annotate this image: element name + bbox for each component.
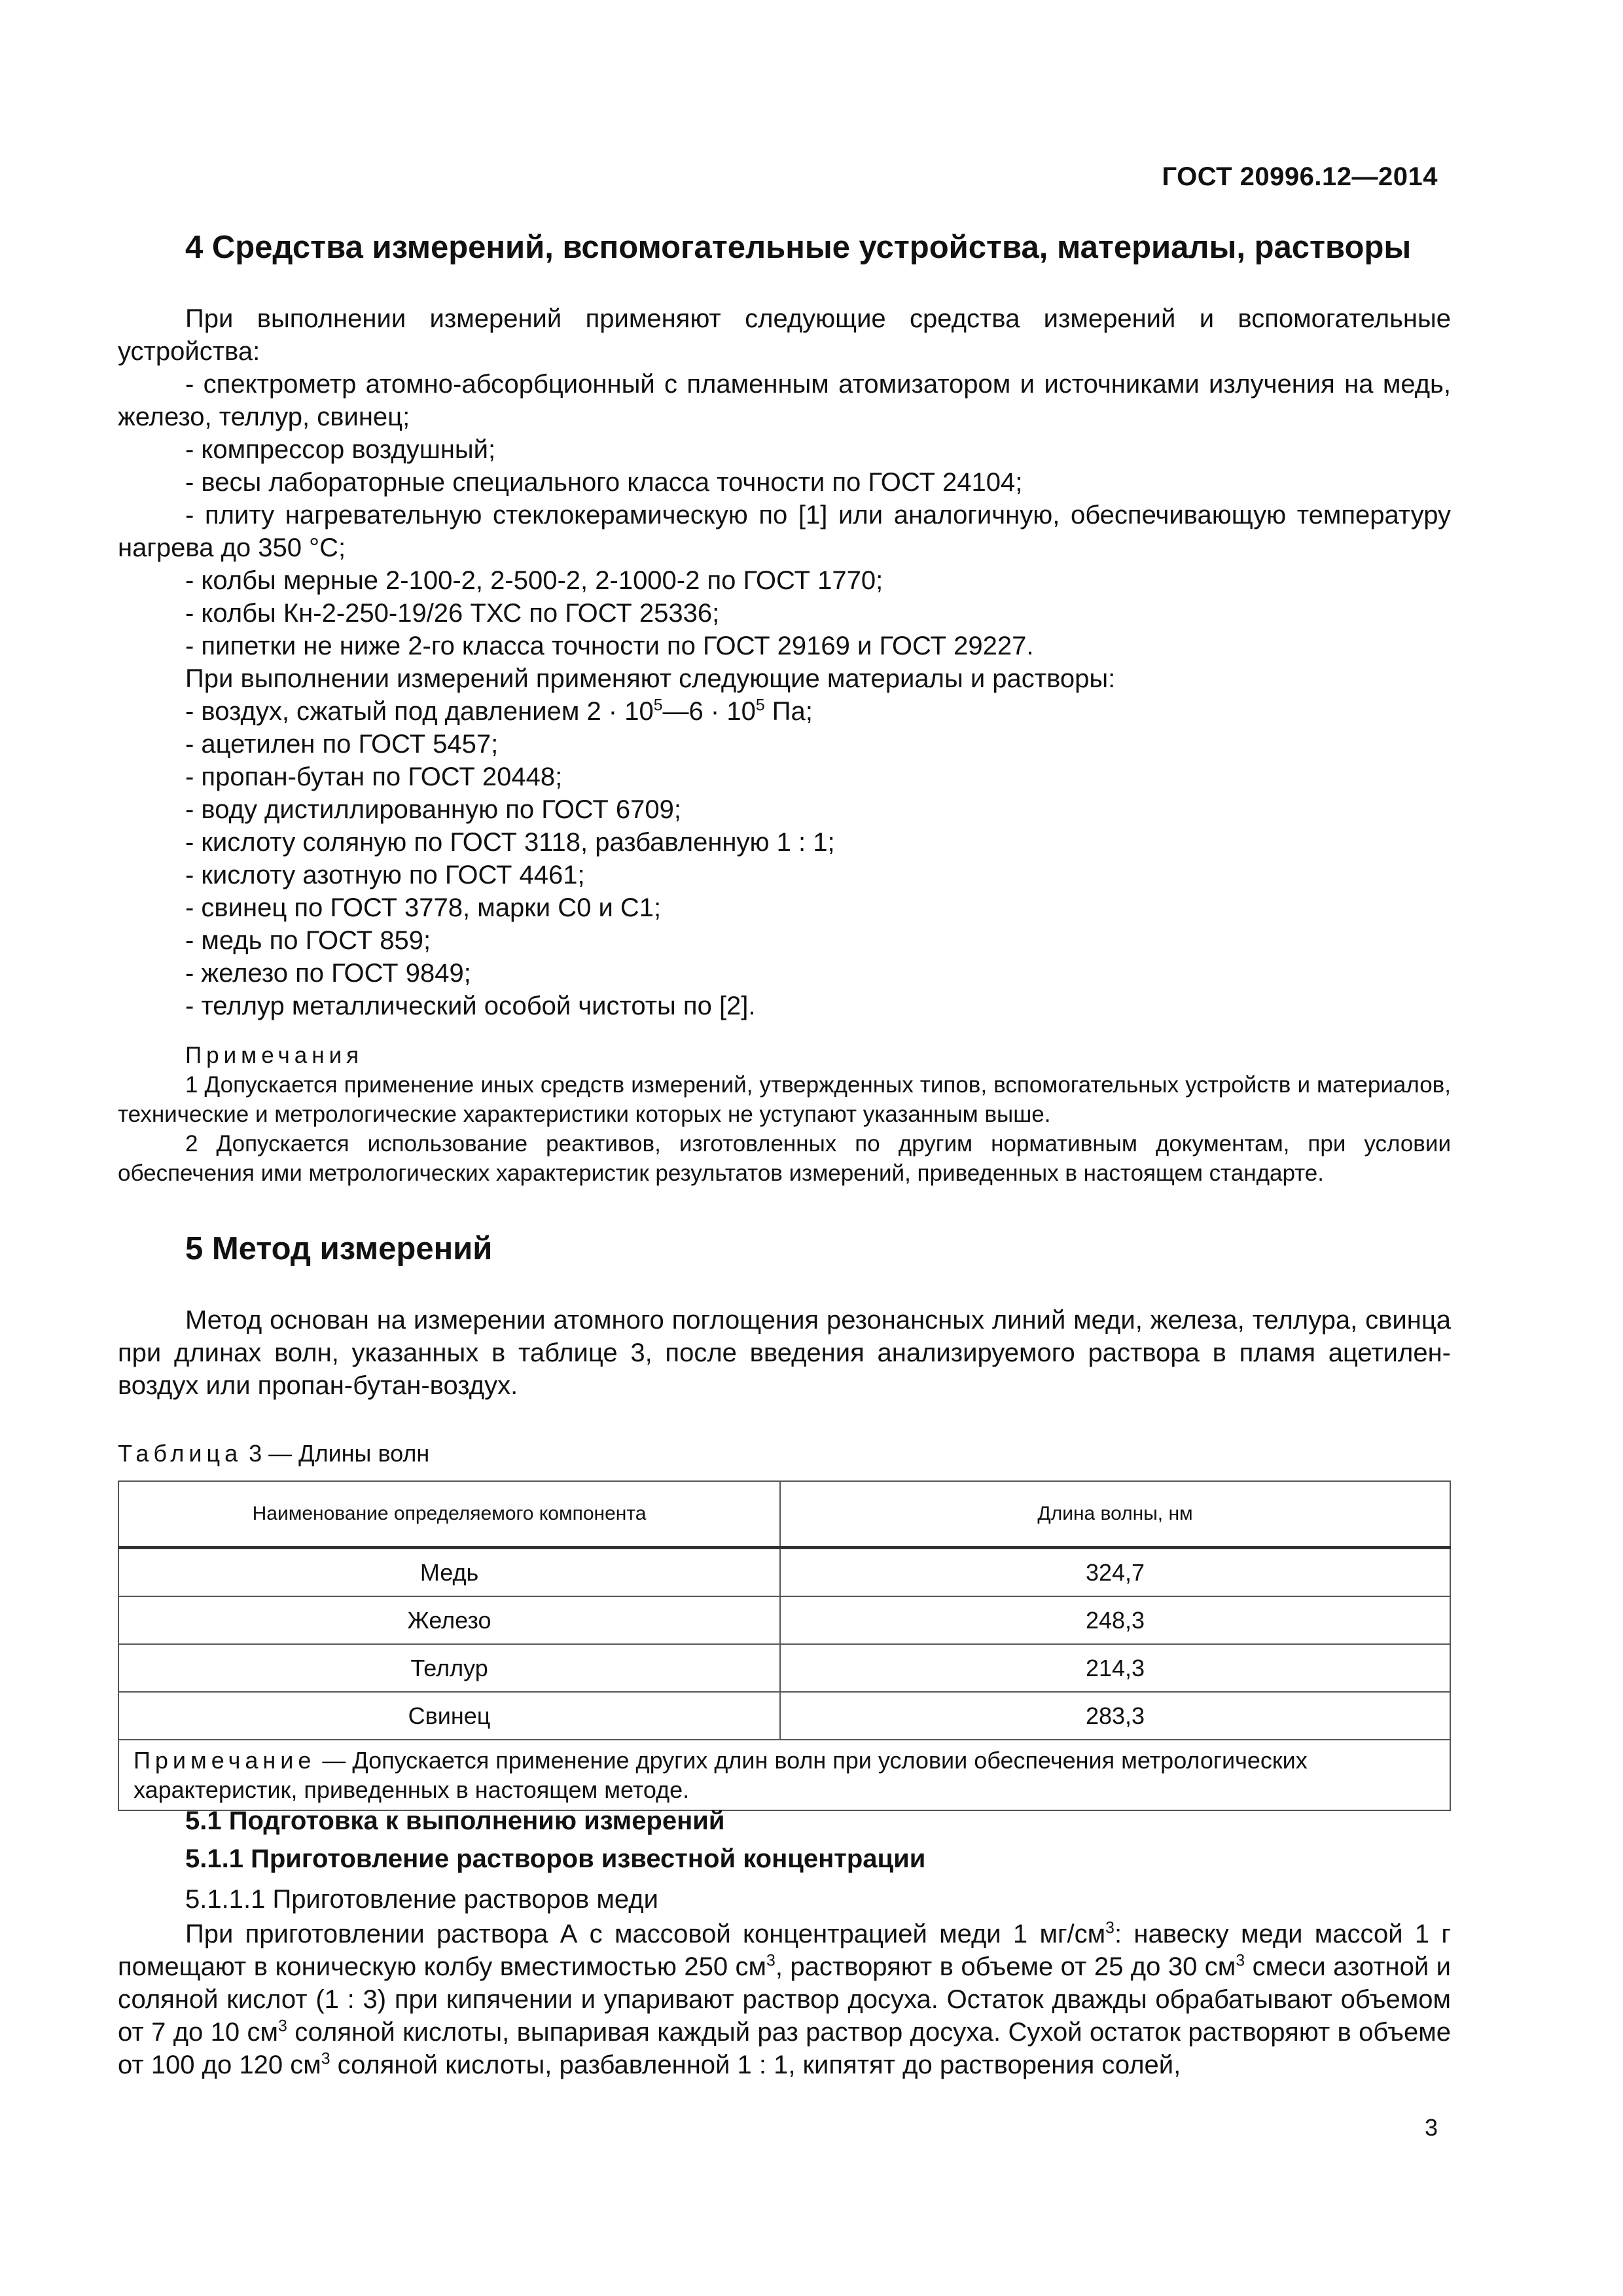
table-header-wavelength: Длина волны, нм <box>780 1481 1450 1548</box>
section-4-body <box>118 302 1451 1022</box>
table-row: Теллур 214,3 <box>118 1644 1450 1692</box>
device-item: - колбы мерные 2-100-2, 2-500-2, 2-1000-2 по ГОСТ 1770; <box>185 566 883 595</box>
table-note: Примечание — Допускается применение других длин волн при условии обеспечения метрологических характеристик, приведенных в настоящем методе. <box>118 1740 1450 1810</box>
subsection-5-1-1-title: 5.1.1 Приготовление растворов известной концентрации <box>185 1844 926 1873</box>
section-4-title: 4 Средства измерений, вспомогательные устройства, материалы, растворы <box>185 230 1412 265</box>
document-header-id: ГОСТ 20996.12—2014 <box>1162 162 1438 191</box>
material-item: - теллур металлический особой чистоты по [2]. <box>185 992 756 1020</box>
material-item: - свинец по ГОСТ 3778, марки С0 и С1; <box>185 893 662 922</box>
device-item: - весы лабораторные специального класса точности по ГОСТ 24104; <box>185 468 1023 497</box>
subsection-5-1-1-1-title: 5.1.1.1 Приготовление растворов меди <box>185 1885 658 1914</box>
device-item: - спектрометр атомно-абсорбционный с пламенным атомизатором и источниками излучения на медь, железо, теллур, свинец; <box>118 370 1451 431</box>
subsection-5-1-1-1-text: При приготовлении раствора А с массовой концентрацией меди 1 $мг/см^3$: навеску меди массой 1 г помещают в коническую колбу вместимостью 250 $см^3$, растворяют в объеме от 25 до 30 $см^3$ смеси азотной и соляной кислот (1 : 3) при кипячении и упаривают раствор досуха. Остаток дважды обрабатывают объемом от 7 до 10 $см^3$ соляной кислоты, выпаривая каждый раз раствор досуха. Сухой остаток растворяют в объеме от 100 до 120 $см^3$ соляной кислоты, разбавленной 1 : 1, кипятят до растворения солей, <box>118 1919 1452 2079</box>
note-item: 1 Допускается применение иных средств измерений, утвержденных типов, вспомогательных устройств и материалов, технические и метрологические характеристики которых не уступают указанным выше. <box>118 1072 1451 1127</box>
notes-heading: Примечания <box>185 1043 364 1068</box>
material-item: - пропан-бутан по ГОСТ 20448; <box>185 762 563 791</box>
section-5-body <box>118 1304 1451 1402</box>
section-5-title: 5 Метод измерений <box>185 1231 493 1266</box>
note-item: 2 Допускается использование реактивов, изготовленных по другим нормативным документам, при условии обеспечения ими метрологических характеристик результатов измерений, приведенных в настоящем стандарте. <box>118 1131 1451 1186</box>
wavelength-table <box>118 1480 1451 1811</box>
subsection-5-1-title: 5.1 Подготовка к выполнению измерений <box>185 1806 725 1835</box>
table-row: Медь 324,7 <box>118 1548 1450 1597</box>
section-4-notes <box>118 1041 1451 1188</box>
device-item: - плиту нагревательную стеклокерамическую по [1] или аналогичную, обеспечивающую температуру нагрева до 350 °С; <box>118 501 1451 562</box>
material-item: - медь по ГОСТ 859; <box>185 926 431 955</box>
table-3-caption: Таблица 3 — Длины волн <box>118 1440 430 1467</box>
table-row: Свинец 283,3 <box>118 1692 1450 1740</box>
material-item: - воду дистиллированную по ГОСТ 6709; <box>185 795 682 824</box>
table-row: Железо 248,3 <box>118 1596 1450 1644</box>
material-item: - кислоту азотную по ГОСТ 4461; <box>185 861 585 889</box>
section-4-intro-materials: При выполнении измерений применяют следующие материалы и растворы: <box>185 664 1116 693</box>
device-item: - колбы Кн-2-250-19/26 ТХС по ГОСТ 25336; <box>185 599 720 628</box>
material-item: - ацетилен по ГОСТ 5457; <box>185 730 499 759</box>
device-item: - компрессор воздушный; <box>185 435 496 464</box>
device-item: - пипетки не ниже 2-го класса точности по ГОСТ 29169 и ГОСТ 29227. <box>185 632 1034 660</box>
material-item: - кислоту соляную по ГОСТ 3118, разбавленную 1 : 1; <box>185 828 835 857</box>
table-header-component: Наименование определяемого компонента <box>118 1481 780 1548</box>
section-5-text: Метод основан на измерении атомного поглощения резонансных линий меди, железа, теллура, свинца при длинах волн, указанных в таблице 3, после введения анализируемого раствора в пламя ацетилен-воздух или пропан-бутан-воздух. <box>118 1306 1451 1400</box>
table-note-row <box>118 1740 1450 1810</box>
page-number: 3 <box>1424 2114 1438 2141</box>
material-item-air: - воздух, сжатый под давлением $2 \cdot 10^5—6 \cdot 10^5$ Па; <box>185 696 813 726</box>
material-item: - железо по ГОСТ 9849; <box>185 959 471 988</box>
section-4-intro-devices: При выполнении измерений применяют следующие средства измерений и вспомогательные устройства: <box>118 304 1451 366</box>
